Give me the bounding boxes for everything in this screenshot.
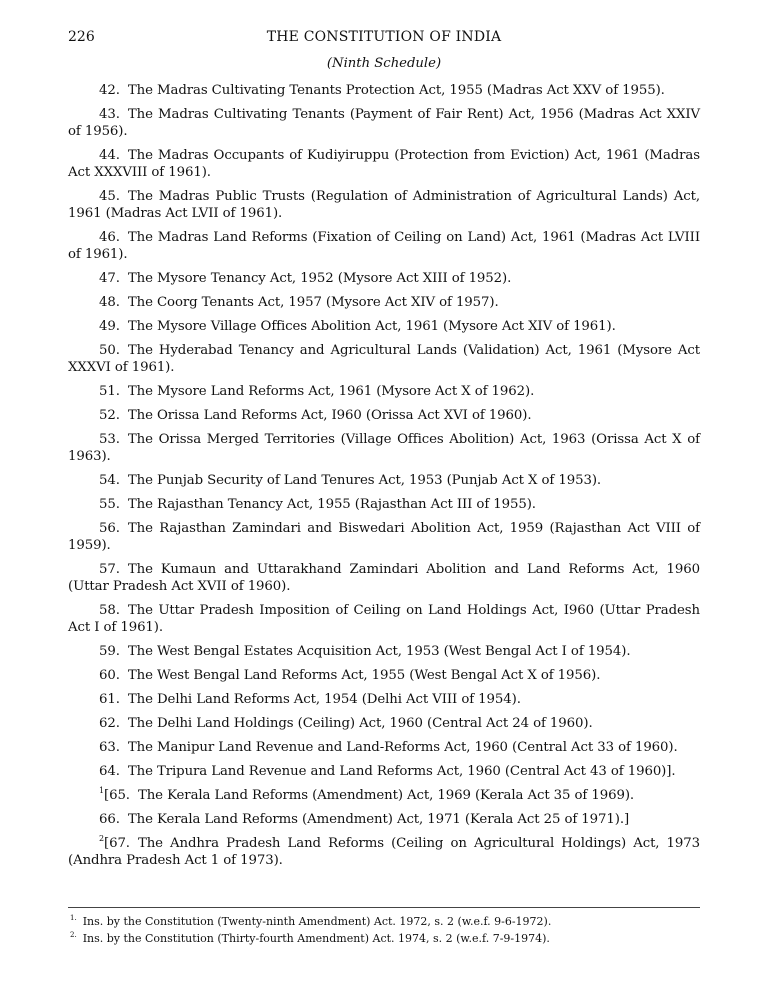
item-number: 56.	[99, 521, 120, 536]
item-text: The West Bengal Land Reforms Act, 1955 (West Bengal Act X of 1956).	[127, 668, 601, 683]
item-text: The Madras Public Trusts (Regulation of Administration of Agricultural Lands) Act, 1961 (Madras Act LVII of 1961).	[68, 189, 700, 221]
list-item	[68, 811, 700, 828]
item-text: The Punjab Security of Land Tenures Act, 1953 (Punjab Act X of 1953).	[127, 473, 602, 488]
item-text: The Delhi Land Reforms Act, 1954 (Delhi Act VIII of 1954).	[127, 692, 521, 707]
item-number: 46.	[99, 230, 120, 245]
item-text: The West Bengal Estates Acquisition Act, 1953 (West Bengal Act I of 1954).	[127, 644, 631, 659]
item-text: The Orissa Merged Territories (Village Offices Abolition) Act, 1963 (Orissa Act X of 1963).	[68, 432, 700, 464]
list-item	[68, 318, 700, 335]
footnote-divider	[68, 907, 700, 908]
list-item	[68, 787, 700, 804]
list-item	[68, 407, 700, 424]
item-text: The Rajasthan Zamindari and Biswedari Abolition Act, 1959 (Rajasthan Act VIII of 1959).	[68, 521, 700, 553]
item-text: The Orissa Land Reforms Act, I960 (Orissa Act XVI of 1960).	[127, 408, 532, 423]
list-item	[68, 147, 700, 181]
list-item	[68, 472, 700, 489]
item-text: The Madras Land Reforms (Fixation of Ceiling on Land) Act, 1961 (Madras Act LVIII of 1961).	[68, 230, 700, 262]
list-item	[68, 602, 700, 636]
item-number: 49.	[99, 319, 120, 334]
item-number: 62.	[99, 716, 120, 731]
item-number: 60.	[99, 668, 120, 683]
item-text: The Coorg Tenants Act, 1957 (Mysore Act XIV of 1957).	[127, 295, 499, 310]
item-text: The Kerala Land Reforms (Amendment) Act, 1969 (Kerala Act 35 of 1969).	[137, 788, 635, 803]
list-item	[68, 496, 700, 513]
item-text: The Tripura Land Revenue and Land Reforms Act, 1960 (Central Act 43 of 1960)].	[127, 764, 676, 779]
footnote-mark: 2.	[70, 931, 77, 939]
item-number: 64.	[99, 764, 120, 779]
item-number: [67.	[104, 836, 130, 851]
item-number: 50.	[99, 343, 120, 358]
item-text: The Kerala Land Reforms (Amendment) Act, 1971 (Kerala Act 25 of 1971).]	[127, 812, 630, 827]
running-title: THE CONSTITUTION OF INDIA	[266, 29, 502, 45]
item-text: The Delhi Land Holdings (Ceiling) Act, 1960 (Central Act 24 of 1960).	[127, 716, 593, 731]
item-text: The Mysore Tenancy Act, 1952 (Mysore Act XIII of 1952).	[127, 271, 512, 286]
item-number: 57.	[99, 562, 120, 577]
item-number: 63.	[99, 740, 120, 755]
item-number: 48.	[99, 295, 120, 310]
schedule-label: (Ninth Schedule)	[326, 56, 442, 71]
item-number: 47.	[99, 271, 120, 286]
list-item	[68, 691, 700, 708]
item-text: The Hyderabad Tenancy and Agricultural Lands (Validation) Act, 1961 (Mysore Act XXXVI of 1961).	[68, 343, 700, 375]
list-item	[68, 106, 700, 140]
list-item	[68, 270, 700, 287]
item-number: 43.	[99, 107, 120, 122]
item-number: 54.	[99, 473, 120, 488]
act-list	[68, 82, 700, 876]
item-text: The Rajasthan Tenancy Act, 1955 (Rajasthan Act III of 1955).	[127, 497, 536, 512]
list-item	[68, 294, 700, 311]
list-item	[68, 835, 700, 869]
list-item	[68, 342, 700, 376]
item-number: 59.	[99, 644, 120, 659]
list-item	[68, 431, 700, 465]
item-number: 58.	[99, 603, 120, 618]
footnote	[68, 930, 700, 947]
list-item	[68, 229, 700, 263]
list-item	[68, 643, 700, 660]
item-text: The Andhra Pradesh Land Reforms (Ceiling on Agricultural Holdings) Act, 1973 (Andhra Pradesh Act 1 of 1973).	[68, 836, 700, 868]
footnote-text: Ins. by the Constitution (Thirty-fourth Amendment) Act. 1974, s. 2 (w.e.f. 7-9-1974).	[82, 932, 550, 945]
item-text: The Mysore Village Offices Abolition Act, 1961 (Mysore Act XIV of 1961).	[127, 319, 616, 334]
list-item	[68, 383, 700, 400]
item-number: 66.	[99, 812, 120, 827]
item-number: 53.	[99, 432, 120, 447]
item-number: 55.	[99, 497, 120, 512]
item-text: The Mysore Land Reforms Act, 1961 (Mysore Act X of 1962).	[127, 384, 535, 399]
footnotes	[68, 913, 700, 947]
item-text: The Madras Cultivating Tenants (Payment of Fair Rent) Act, 1956 (Madras Act XXIV of 1956).	[68, 107, 700, 139]
list-item	[68, 739, 700, 756]
list-item	[68, 520, 700, 554]
item-text: The Kumaun and Uttarakhand Zamindari Abolition and Land Reforms Act, 1960 (Uttar Pradesh Act XVII of 1960).	[68, 562, 700, 594]
item-number: 61.	[99, 692, 120, 707]
list-item	[68, 188, 700, 222]
footnote	[68, 913, 700, 930]
item-text: The Madras Occupants of Kudiyiruppu (Protection from Eviction) Act, 1961 (Madras Act XXXVIII of 1961).	[68, 148, 700, 180]
footnote-text: Ins. by the Constitution (Twenty-ninth Amendment) Act. 1972, s. 2 (w.e.f. 9-6-1972).	[82, 915, 552, 928]
list-item	[68, 667, 700, 684]
item-number: 44.	[99, 148, 120, 163]
item-text: The Manipur Land Revenue and Land-Reforms Act, 1960 (Central Act 33 of 1960).	[127, 740, 678, 755]
item-number: 52.	[99, 408, 120, 423]
list-item	[68, 763, 700, 780]
footnote-ref: 2	[99, 834, 104, 843]
item-number: 42.	[99, 83, 120, 98]
item-number: [65.	[104, 788, 130, 803]
list-item	[68, 715, 700, 732]
list-item	[68, 561, 700, 595]
item-number: 51.	[99, 384, 120, 399]
item-number: 45.	[99, 189, 120, 204]
list-item	[68, 82, 700, 99]
page-header	[68, 28, 700, 48]
footnote-mark: 1.	[70, 914, 77, 922]
footnote-ref: 1	[99, 786, 104, 795]
item-text: The Madras Cultivating Tenants Protection Act, 1955 (Madras Act XXV of 1955).	[127, 83, 665, 98]
item-text: The Uttar Pradesh Imposition of Ceiling on Land Holdings Act, I960 (Uttar Pradesh Act I of 1961).	[68, 603, 700, 635]
page-number: 226	[68, 29, 95, 45]
